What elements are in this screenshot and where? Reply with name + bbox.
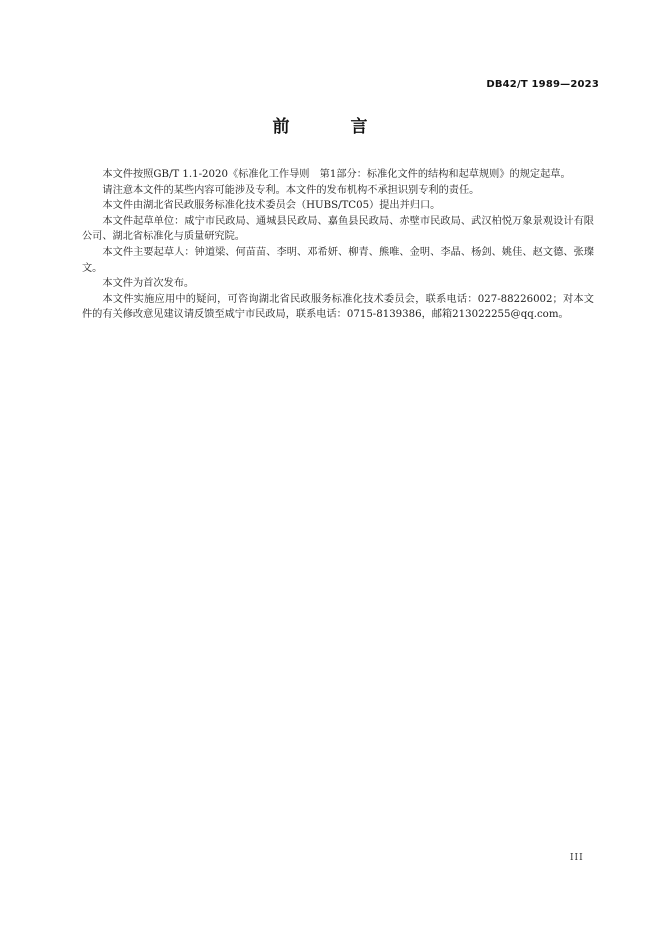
page-title: 前 言 <box>272 117 390 137</box>
paragraph-patent-notice: 请注意本文件的某些内容可能涉及专利。本文件的发布机构不承担识别专利的责任。 <box>102 184 480 196</box>
paragraph-proposer: 本文件由湖北省民政服务标准化技术委员会（HUBS/TC05）提出并归口。 <box>102 200 441 212</box>
document-code: DB42/T 1989—2023 <box>486 79 599 90</box>
paragraph-contact: 本文件实施应用中的疑问，可咨询湖北省民政服务标准化技术委员会，联系电话：027-88226002；对本文件的有关修改意见建议请反馈至咸宁市民政局，联系电话：0715-8139386，邮箱213022255@qq.com。 <box>82 293 594 321</box>
page-number: III <box>570 853 584 863</box>
paragraph-drafting-rules: 本文件按照GB/T 1.1-2020《标准化工作导则 第1部分：标准化文件的结构和起草规则》的规定起草。 <box>102 169 571 180</box>
paragraph-drafters: 本文件主要起草人：钟道梁、何苗苗、李明、邓希妍、柳青、熊唯、金明、李晶、杨剑、姚佳、赵文德、张璨文。 <box>82 246 594 274</box>
paragraph-drafting-units: 本文件起草单位：咸宁市民政局、通城县民政局、嘉鱼县民政局、赤壁市民政局、武汉柏悦万象景观设计有限公司、湖北省标准化与质量研究院。 <box>82 215 594 243</box>
paragraph-first-release: 本文件为首次发布。 <box>102 278 195 290</box>
foreword-body <box>82 167 594 323</box>
